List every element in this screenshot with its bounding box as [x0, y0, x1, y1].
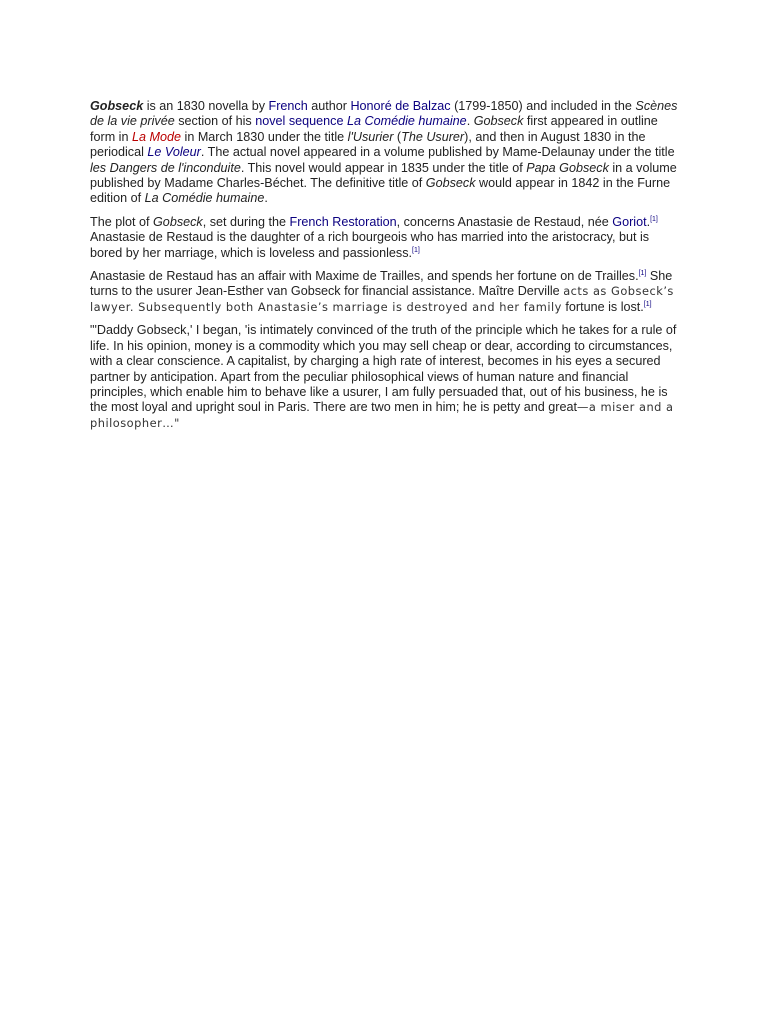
text-run: . — [466, 114, 474, 129]
text-run: —a miser and a philosopher…" — [90, 400, 674, 430]
text-run: . This novel would appear in 1835 under the title of — [240, 160, 527, 175]
text-run: fortune is lost. — [561, 299, 644, 314]
italic-title: Scènes de la vie privée — [90, 99, 678, 129]
italic-title: Gobseck — [153, 214, 203, 229]
link-la-comedie-humaine[interactable] — [347, 114, 467, 128]
text-run: (1799-1850) and included in the — [450, 99, 636, 113]
link-french[interactable]: French — [268, 99, 308, 113]
text-run: first appeared in outline form in — [90, 114, 658, 144]
citation-ref[interactable]: [1] — [412, 246, 420, 254]
link-french-restoration[interactable]: French Restoration — [289, 214, 397, 229]
italic-title: l'Usurier — [347, 129, 394, 144]
text-run: , concerns Anastasie de Restaud, née — [396, 214, 613, 229]
text-run: , set during the — [202, 214, 290, 229]
article-subject: Gobseck — [90, 99, 144, 113]
paragraph-affair — [90, 269, 680, 315]
text-run: in a volume published by Madame Charles-Béchet. The definitive title of — [90, 160, 677, 191]
text-run: . — [264, 191, 268, 206]
text-run: ), and then in August 1830 in the periodical — [90, 129, 646, 160]
citation-ref[interactable]: [1] — [643, 300, 652, 308]
link-la-mode-label: La Mode — [132, 129, 182, 144]
text-run: "'Daddy Gobseck,' I began, 'is intimately convinced of the truth of the principle which he takes for a rule of life. In his opinion, money is a commodity which you may sell cheap or dear, according to circumstances, with a clear conscience. A capitalist, by charging a high rate of interest, becomes in his eyes a secured partner by anticipation. Apart from the peculiar philosophical views of human nature and financial principles, which enable him to behave like a usurer, I am fully persuaded that, out of his business, he is the most loyal and upright soul in Paris. There are two men in him; he is petty and great — [90, 323, 677, 415]
text-run: . — [646, 214, 651, 229]
link-le-voleur-label: Le Voleur — [147, 145, 201, 160]
text-run: section of his — [174, 114, 256, 129]
text-run: Anastasie de Restaud is the daughter of a rich bourgeois who has married into the aristocracy, but is bored by her marriage, which is loveless and passionless. — [90, 230, 650, 260]
text-run: is an 1830 novella by — [143, 99, 269, 113]
italic-title: La Comédie humaine — [144, 191, 265, 206]
text-run: acts as Gobseck’s lawyer. Subsequently both Anastasie’s marriage is destroyed and her family — [90, 284, 674, 314]
link-le-voleur[interactable] — [147, 145, 200, 159]
italic-title: Gobseck — [425, 176, 476, 191]
italic-title: Papa Gobseck — [526, 160, 609, 175]
text-run: . The actual novel appeared in a volume published by Mame-Delaunay under the title — [200, 145, 675, 160]
paragraph-intro — [90, 99, 680, 207]
link-novel-sequence[interactable]: novel sequence — [255, 114, 344, 129]
citation-ref[interactable]: [1] — [638, 269, 647, 277]
link-honore-de-balzac[interactable]: Honoré de Balzac — [350, 99, 451, 113]
italic-title: Gobseck — [473, 114, 524, 129]
link-la-comedie-humaine-label: La Comédie humaine — [346, 114, 467, 129]
italic-title: les Dangers de l'inconduite — [90, 160, 241, 175]
text-run: She turns to the usurer Jean-Esther van Gobseck for financial assistance. Maître Derville — [90, 269, 673, 299]
citation-ref[interactable]: [1] — [650, 215, 658, 223]
text-run: author — [307, 99, 351, 113]
text-run: Anastasie de Restaud has an affair with Maxime de Trailles, and spends her fortune on de Trailles. — [90, 269, 639, 284]
text-run: ( — [393, 129, 402, 144]
text-run: would appear in 1842 in the Furne edition of — [90, 176, 671, 206]
text-run: in March 1830 under the title — [181, 129, 348, 144]
paragraph-quote — [90, 323, 680, 431]
paragraph-plot — [90, 215, 680, 261]
text-run: The plot of — [90, 214, 154, 229]
article-body — [90, 99, 680, 439]
link-goriot[interactable]: Goriot — [612, 214, 647, 229]
italic-title: The Usurer — [401, 129, 465, 144]
link-la-mode[interactable] — [132, 130, 181, 144]
